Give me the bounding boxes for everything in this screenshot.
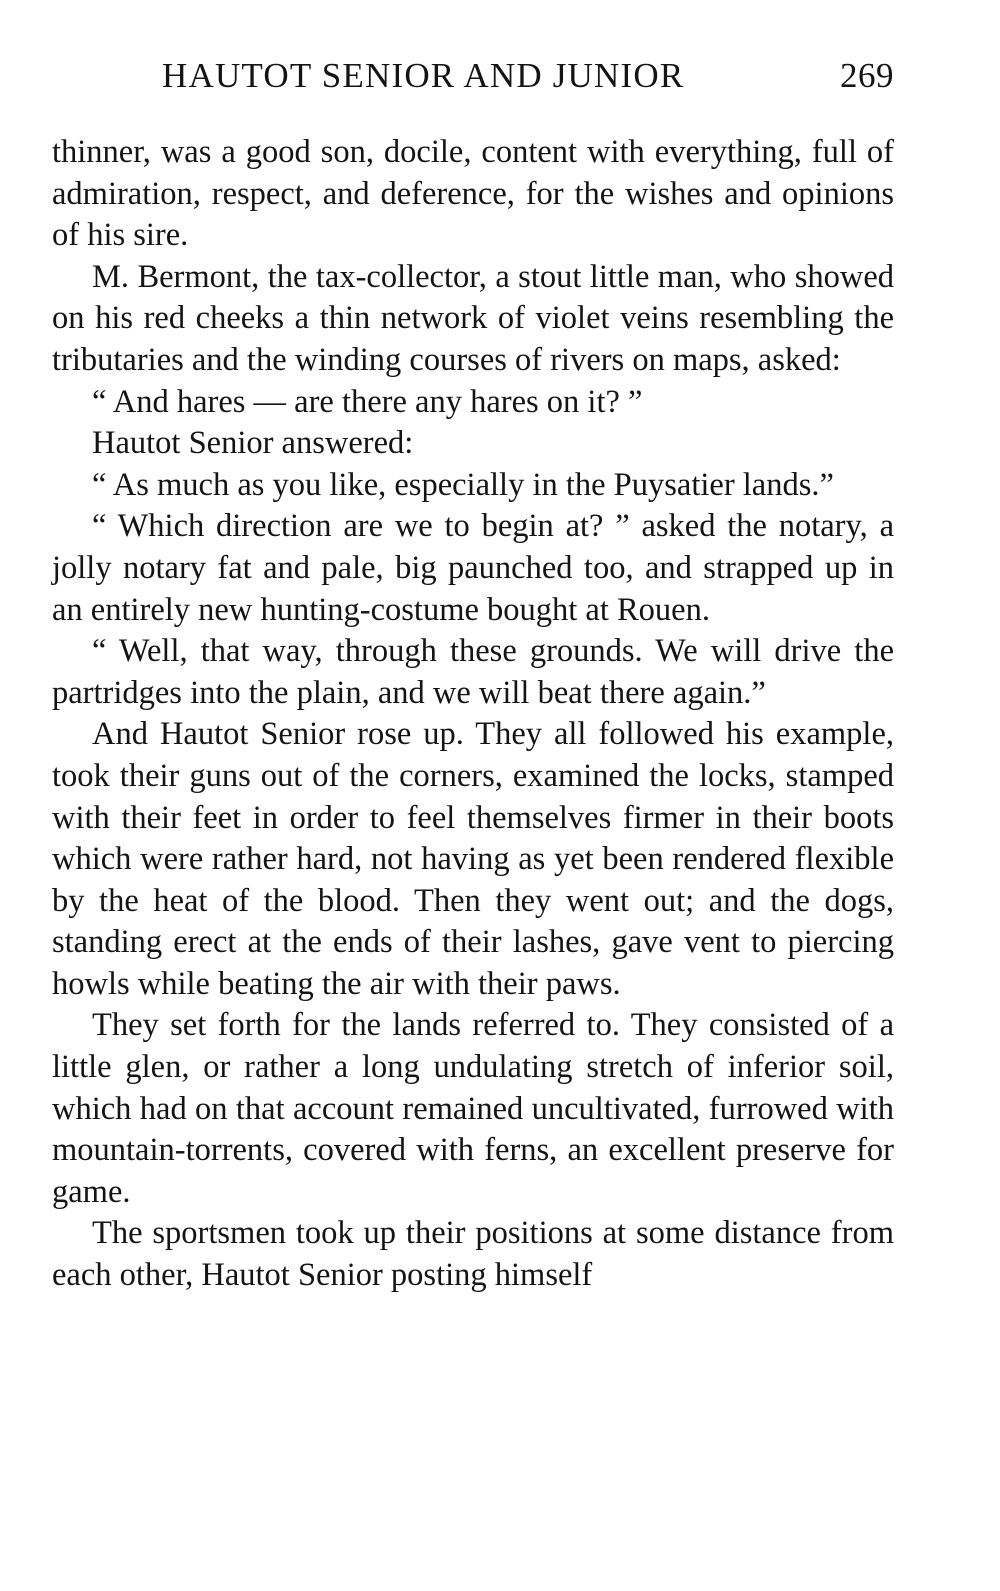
running-title: HAUTOT SENIOR AND JUNIOR bbox=[162, 56, 685, 95]
paragraph-sportsmen: The sportsmen took up their positions at some distance from each other, Hautot Senior posting himself bbox=[52, 1215, 894, 1294]
paragraph-that-way: “ Well, that way, through these grounds. We will drive the partridges into the plain, and we will beat there again.” bbox=[52, 633, 894, 711]
paragraph-puysatier: “ As much as you like, especially in the Puysatier lands.” bbox=[92, 466, 834, 503]
running-head bbox=[52, 52, 894, 108]
paragraph-bermont: M. Bermont, the tax-collector, a stout little man, who showed on his red cheeks a thin network of violet veins resembling the tributaries and the winding courses of rivers on maps, asked: bbox=[52, 258, 894, 378]
paragraph-hautot-answered: Hautot Senior answered: bbox=[92, 425, 414, 462]
paragraph-set-forth: They set forth for the lands referred to. They consisted of a little glen, or rather a long undulating stretch of inferior soil, which had on that account remained uncultivated, furrowed with mountain-torrents, covered with ferns, an excellent preserve for game. bbox=[52, 1007, 894, 1210]
paragraph-continued: thinner, was a good son, docile, content with everything, full of admiration, respect, and deference, for the wishes and opinions of his sire. bbox=[52, 134, 894, 254]
book-page bbox=[52, 52, 894, 1297]
page-number: 269 bbox=[840, 56, 894, 95]
body-text bbox=[52, 132, 894, 1297]
paragraph-notary: “ Which direction are we to begin at? ” asked the notary, a jolly notary fat and pale, big paunched too, and strapped up in an entirely new hunting-costume bought at Rouen. bbox=[52, 508, 894, 628]
paragraph-hares-question: “ And hares — are there any hares on it? ” bbox=[92, 383, 643, 420]
paragraph-rose-up: And Hautot Senior rose up. They all followed his example, took their guns out of the corners, examined the locks, stamped with their feet in order to feel themselves firmer in their boots which were rather hard, not having as yet been rendered flexible by the heat of the blood. Then they went out; and the dogs, standing erect at the ends of their lashes, gave vent to piercing howls while beating the air with their paws. bbox=[52, 716, 894, 1002]
